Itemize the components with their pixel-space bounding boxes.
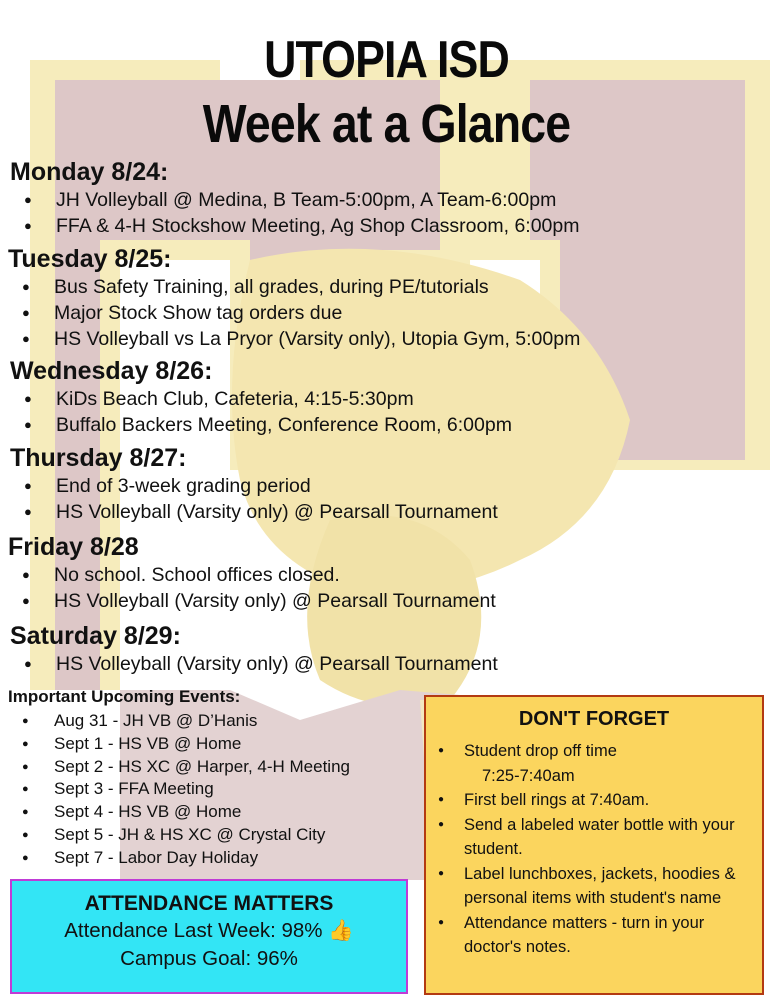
day-items: [10, 473, 498, 525]
list-item: ● JH Volleyball @ Medina, B Team-5:00pm, A Team-6:00pm: [10, 187, 580, 213]
list-item: [426, 788, 752, 813]
day-heading: Wednesday 8/26:: [10, 357, 213, 385]
day-wednesday: [10, 356, 512, 438]
page-title-line1: UTOPIA ISD: [264, 31, 509, 89]
day-items: [10, 187, 580, 239]
list-item: ● Sept 4 - HS VB @ Home: [8, 801, 350, 824]
dont-forget-list: [426, 739, 762, 960]
day-heading: Saturday 8/29:: [10, 622, 181, 650]
list-item-text: Student drop off time: [464, 742, 617, 760]
list-item: ● Sept 3 - FFA Meeting: [8, 778, 350, 801]
list-item: ● HS Volleyball (Varsity only) @ Pearsall Tournament: [10, 651, 498, 677]
list-item: ● Sept 1 - HS VB @ Home: [8, 733, 350, 756]
list-item: ● Sept 2 - HS XC @ Harper, 4-H Meeting: [8, 756, 350, 779]
page-title-line2: Week at a Glance: [202, 94, 571, 154]
list-item: ● Sept 5 - JH & HS XC @ Crystal City: [8, 824, 350, 847]
list-item: ● HS Volleyball vs La Pryor (Varsity only), Utopia Gym, 5:00pm: [8, 326, 580, 352]
list-item-text: First bell rings at 7:40am.: [464, 791, 650, 809]
list-item-text: Label lunchboxes, jackets, hoodies & personal items with student's name: [464, 864, 736, 907]
day-heading: Thursday 8/27:: [10, 444, 187, 472]
attendance-last-week: Attendance Last Week: 98% 👍: [64, 919, 354, 942]
day-items: [8, 562, 496, 614]
list-item-subtext: 7:25-7:40am: [482, 766, 575, 785]
list-item: ● HS Volleyball (Varsity only) @ Pearsall Tournament: [8, 588, 496, 614]
day-friday: [8, 532, 496, 614]
upcoming-events: [8, 686, 350, 870]
day-items: [10, 651, 498, 677]
day-heading: Friday 8/28: [8, 533, 139, 561]
list-item: ● End of 3-week grading period: [10, 473, 498, 499]
list-item: [426, 911, 752, 960]
attendance-goal: Campus Goal: 96%: [120, 947, 298, 970]
list-item-text: Attendance matters - turn in your doctor's notes.: [464, 913, 705, 956]
day-thursday: [10, 443, 498, 525]
list-item: ● Sept 7 - Labor Day Holiday: [8, 847, 350, 870]
day-items: [8, 274, 580, 352]
day-tuesday: [8, 244, 580, 352]
list-item: [426, 739, 752, 788]
list-item: ● No school. School offices closed.: [8, 562, 496, 588]
upcoming-list: [8, 710, 350, 870]
list-item: ● Bus Safety Training, all grades, during PE/tutorials: [8, 274, 580, 300]
day-heading: Monday 8/24:: [10, 158, 169, 186]
list-item: ● Aug 31 - JH VB @ D’Hanis: [8, 710, 350, 733]
upcoming-heading: Important Upcoming Events:: [8, 687, 241, 706]
day-monday: [10, 157, 580, 239]
list-item: [426, 813, 752, 862]
attendance-box: [10, 879, 408, 994]
attendance-title: ATTENDANCE MATTERS: [84, 892, 334, 915]
day-heading: Tuesday 8/25:: [8, 245, 172, 273]
dont-forget-box: [424, 695, 764, 995]
list-item: ● FFA & 4-H Stockshow Meeting, Ag Shop Classroom, 6:00pm: [10, 213, 580, 239]
list-item: ● Major Stock Show tag orders due: [8, 300, 580, 326]
list-item: ● HS Volleyball (Varsity only) @ Pearsall Tournament: [10, 499, 498, 525]
list-item: ● KiDs Beach Club, Cafeteria, 4:15-5:30pm: [10, 386, 512, 412]
day-saturday: [10, 621, 498, 677]
dont-forget-title: DON'T FORGET: [518, 708, 670, 730]
list-item: ● Buffalo Backers Meeting, Conference Room, 6:00pm: [10, 412, 512, 438]
list-item-text: Send a labeled water bottle with your student.: [464, 815, 735, 858]
day-items: [10, 386, 512, 438]
list-item: [426, 862, 752, 911]
